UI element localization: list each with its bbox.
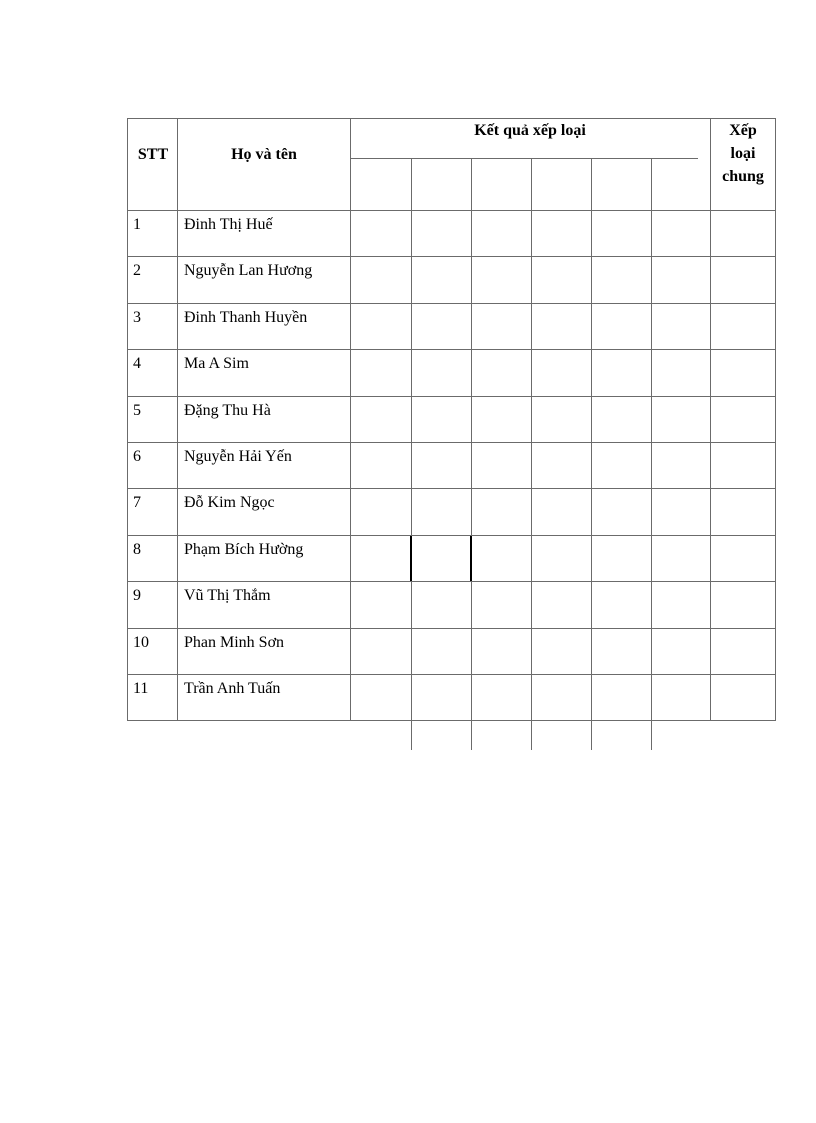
row-name: Nguyễn Hải Yến [184,448,292,465]
table-left-border [127,118,128,720]
row-stt: 5 [133,402,141,419]
row-stt: 1 [133,216,141,233]
table-top-border [127,118,775,119]
row-divider [127,720,775,721]
row-divider [127,488,775,489]
row-name: Đặng Thu Hà [184,402,271,419]
row-8-cell-left-border [410,536,412,581]
row-stt: 2 [133,262,141,279]
name-column-divider [350,118,351,720]
row-stt: 11 [133,680,149,697]
row-divider [127,396,775,397]
header-overall-line-1: Xếp [729,122,757,139]
row-name: Phạm Bích Hường [184,541,304,558]
row-stt: 3 [133,309,141,326]
header-overall-line-3: chung [722,168,764,185]
header-results: Kết quả xếp loại [474,122,586,139]
result-subcolumn-divider [531,158,532,750]
results-header-divider [350,158,698,159]
row-stt: 9 [133,587,141,604]
row-stt: 8 [133,541,141,558]
row-divider [127,581,775,582]
row-8-cell-right-border [470,536,472,581]
row-divider [127,303,775,304]
row-name: Nguyễn Lan Hương [184,262,313,279]
result-subcolumn-divider [591,158,592,750]
header-name: Họ và tên [231,146,297,163]
result-subcolumn-divider [411,158,412,750]
row-divider [127,674,775,675]
row-name: Đinh Thanh Huyền [184,309,308,326]
row-stt: 10 [133,634,149,651]
header-bottom-border [127,210,775,211]
result-subcolumn-divider [651,158,652,750]
row-divider [127,256,775,257]
header-stt: STT [137,146,169,163]
row-stt: 6 [133,448,141,465]
row-divider [127,442,775,443]
overall-column-divider [710,118,711,720]
row-stt: 4 [133,355,141,372]
row-name: Ma A Sim [184,355,249,372]
row-stt: 7 [133,494,141,511]
result-subcolumn-divider [471,158,472,750]
row-name: Đinh Thị Huế [184,216,273,233]
row-divider [127,349,775,350]
row-name: Đỗ Kim Ngọc [184,494,275,511]
row-name: Trần Anh Tuấn [184,680,281,697]
table-right-border [775,118,776,721]
header-overall-line-2: loại [730,145,756,162]
row-divider [127,628,775,629]
row-name: Vũ Thị Thắm [184,587,271,604]
stt-column-divider [177,118,178,720]
row-name: Phan Minh Sơn [184,634,285,651]
row-divider [127,535,775,536]
